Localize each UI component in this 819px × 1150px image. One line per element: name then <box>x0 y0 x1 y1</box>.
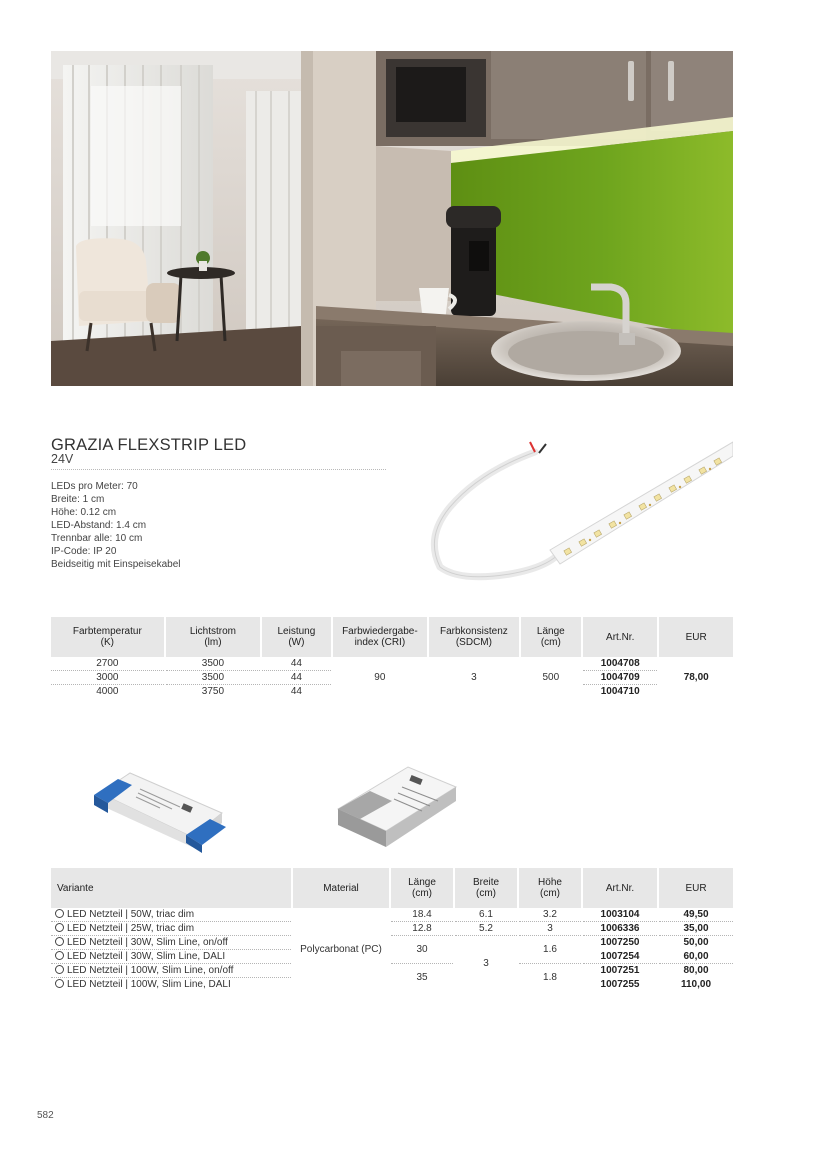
col-artnr: Art.Nr. <box>583 868 657 908</box>
cell-material: Polycarbonat (PC) <box>300 944 382 955</box>
table-row <box>51 936 733 950</box>
cell-artnr: 1007250 <box>600 937 640 949</box>
power-supply-slim-illustration <box>330 757 460 853</box>
col-breite: Breite (cm) <box>455 868 517 908</box>
cell-eur: 49,50 <box>659 908 733 922</box>
cell-w: 44 <box>262 671 330 685</box>
product-specs <box>51 480 181 571</box>
cell-eur: 78,00 <box>683 672 709 683</box>
cell-cri: 90 <box>374 672 386 683</box>
kitchenette-photo-illustration <box>51 51 733 386</box>
table-row <box>51 908 733 922</box>
cell-w: 44 <box>262 657 330 671</box>
col-variante: Variante <box>51 868 291 908</box>
driver-image-blue <box>90 765 230 855</box>
cell-laenge: 18.4 <box>391 908 453 922</box>
page-number: 582 <box>37 1110 54 1121</box>
cell-hoehe: 1.8 <box>543 972 557 983</box>
radio-circle-icon <box>55 909 64 918</box>
cell-artnr: 1007251 <box>600 965 640 977</box>
radio-circle-icon <box>55 951 64 960</box>
cell-eur: 50,00 <box>683 937 709 949</box>
col-cri: Farbwiedergabe- index (CRI) <box>333 617 428 657</box>
col-sdcm: Farbkonsistenz (SDCM) <box>429 617 519 657</box>
cell-eur: 110,00 <box>680 978 712 990</box>
spec-line: Beidseitig mit Einspeisekabel <box>51 559 181 570</box>
radio-circle-icon <box>55 979 64 988</box>
cell-lm: 3500 <box>166 657 261 671</box>
radio-circle-icon <box>55 965 64 974</box>
product-subtitle: 24V <box>51 452 74 466</box>
cell-eur: 35,00 <box>659 922 733 936</box>
cell-lm: 3750 <box>201 686 225 697</box>
radio-circle-icon <box>55 937 64 946</box>
spec-line: LEDs pro Meter: 70 <box>51 481 138 492</box>
led-strip-image <box>420 432 733 582</box>
table-row <box>51 657 733 671</box>
cell-breite: 6.1 <box>455 908 517 922</box>
cell-hoehe: 3 <box>519 922 581 936</box>
spec-line: Trennbar alle: 10 cm <box>51 533 143 544</box>
cell-k: 4000 <box>96 686 119 697</box>
cell-artnr: 1004709 <box>583 671 657 685</box>
cell-variante: LED Netzteil | 30W, Slim Line, DALI <box>51 950 291 964</box>
cell-laenge: 12.8 <box>391 922 453 936</box>
spec-line: IP-Code: IP 20 <box>51 546 117 557</box>
driver-image-slim <box>330 757 460 853</box>
col-farbtemperatur: Farbtemperatur (K) <box>51 617 164 657</box>
cell-variante: LED Netzteil | 100W, Slim Line, DALI <box>51 978 291 992</box>
spec-line: LED-Abstand: 1.4 cm <box>51 520 147 531</box>
cell-artnr: 1007255 <box>600 978 640 990</box>
spec-line: Breite: 1 cm <box>51 494 105 505</box>
cell-artnr: 1003104 <box>583 908 657 922</box>
cell-variante: LED Netzteil | 100W, Slim Line, on/off <box>51 964 291 978</box>
radio-circle-icon <box>55 923 64 932</box>
col-eur: EUR <box>659 868 733 908</box>
led-strip-illustration <box>420 432 733 582</box>
cell-eur: 80,00 <box>683 965 709 977</box>
cell-hoehe: 3.2 <box>519 908 581 922</box>
cell-artnr: 1007254 <box>583 950 657 964</box>
cell-variante: LED Netzteil | 30W, Slim Line, on/off <box>51 936 291 950</box>
cell-variante: LED Netzteil | 50W, triac dim <box>51 908 291 922</box>
cell-breite: 3 <box>483 958 489 969</box>
col-lichtstrom: Lichtstrom (lm) <box>166 617 261 657</box>
col-eur: EUR <box>659 617 733 657</box>
hero-photo <box>51 51 733 386</box>
cell-lm: 3500 <box>166 671 261 685</box>
table-row <box>51 964 733 978</box>
cell-artnr: 1004710 <box>600 686 640 697</box>
col-laenge: Länge (cm) <box>521 617 581 657</box>
cell-w: 44 <box>290 686 302 697</box>
cell-artnr: 1006336 <box>583 922 657 936</box>
col-hoehe: Höhe (cm) <box>519 868 581 908</box>
cell-k: 2700 <box>51 657 164 671</box>
table-row <box>51 922 733 936</box>
cell-laenge: 500 <box>542 672 560 683</box>
cell-artnr: 1004708 <box>583 657 657 671</box>
cell-hoehe: 1.6 <box>519 936 581 964</box>
cell-sdcm: 3 <box>471 672 477 683</box>
power-supply-table <box>51 868 733 991</box>
table-header-row <box>51 868 733 908</box>
cell-laenge: 35 <box>416 972 428 983</box>
flexstrip-variants-table <box>51 617 733 698</box>
cell-variante: LED Netzteil | 25W, triac dim <box>51 922 291 936</box>
title-divider <box>51 469 386 470</box>
spec-line: Höhe: 0.12 cm <box>51 507 117 518</box>
cell-laenge: 30 <box>391 936 453 964</box>
table-header-row <box>51 617 733 657</box>
product-title: GRAZIA FLEXSTRIP LED <box>51 436 247 454</box>
col-leistung: Leistung (W) <box>262 617 330 657</box>
col-material: Material <box>293 868 389 908</box>
cell-breite: 5.2 <box>455 922 517 936</box>
col-laenge: Länge (cm) <box>391 868 453 908</box>
power-supply-blue-illustration <box>90 765 230 855</box>
cell-eur: 60,00 <box>659 950 733 964</box>
col-artnr: Art.Nr. <box>583 617 657 657</box>
cell-k: 3000 <box>51 671 164 685</box>
